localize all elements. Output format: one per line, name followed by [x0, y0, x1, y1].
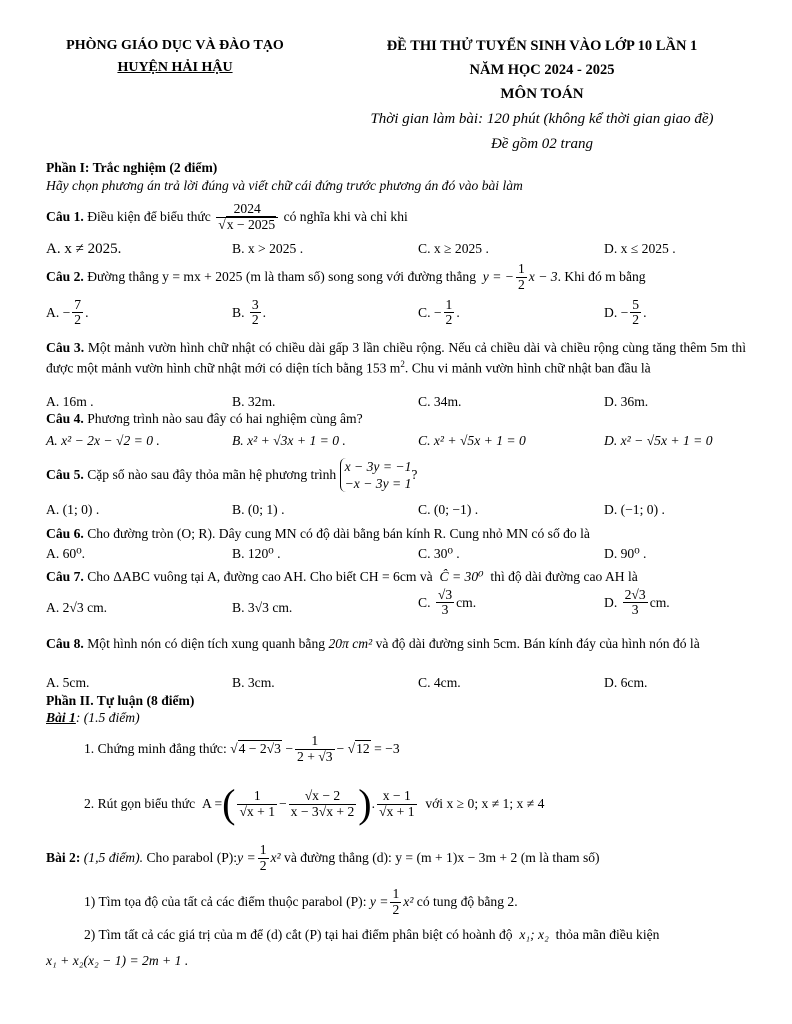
department-name: PHÒNG GIÁO DỤC VÀ ĐÀO TẠO	[66, 38, 284, 53]
q4-label: Câu 4.	[46, 411, 84, 426]
q4-option-c: C. x² + √5x + 1 = 0	[418, 433, 526, 448]
q8-option-d: D. 6cm.	[604, 675, 648, 690]
bai2-item2	[84, 927, 659, 943]
bai1-item1-root2: √12	[347, 741, 370, 756]
bai1-item1-minus1: −	[285, 741, 294, 756]
subject: MÔN TOÁN	[500, 86, 584, 102]
q7-c-post: cm.	[456, 594, 477, 610]
q8-option-b: B. 3cm.	[232, 675, 275, 690]
bai2-heading	[46, 838, 600, 878]
q2-b-frac	[250, 298, 261, 328]
q6-text: Cho đường tròn (O; R). Dây cung MN có độ dài bằng bán kính R. Cung nhỏ MN có số đo là	[87, 526, 590, 541]
q3-sup: 2	[400, 359, 405, 369]
q7-option-b: B. 3√3 cm.	[232, 600, 293, 615]
q1-tail: có nghĩa khi và chỉ khi	[283, 209, 408, 224]
q2-a-den: 2	[74, 312, 82, 328]
q1-option-c: C. x ≥ 2025 .	[418, 241, 489, 256]
q5-options	[46, 502, 746, 520]
bai1-item1-radicand1: 4 − 2√3	[238, 741, 281, 756]
question-6	[46, 526, 590, 542]
q1-den-radicand: x − 2025	[226, 216, 276, 232]
q2-a-dot: .	[85, 304, 89, 320]
q2-c-num: 1	[445, 297, 453, 312]
q5-option-c: C. (0; −1) .	[418, 502, 479, 517]
q7-c-num: √3	[437, 587, 453, 602]
bai1-item1-num: 1	[311, 733, 319, 749]
bai2-p-frac	[258, 843, 269, 873]
bai1-item1-root1: √4 − 2√3	[230, 741, 281, 756]
bai2-item2-equation: x₁ + x₂(x₂ − 1) = 2m + 1 .	[46, 953, 189, 968]
q4-option-a: A. x² − 2x − √2 = 0 .	[46, 433, 160, 448]
question-5	[46, 454, 417, 496]
bai2-p-num: 1	[259, 842, 267, 858]
q2-c-pre: C. −	[418, 304, 442, 320]
q4-option-b: B. x² + √3x + 1 = 0 .	[232, 433, 346, 448]
q2-c-den: 2	[445, 312, 453, 328]
q2-eq-fraction	[516, 262, 527, 292]
bai2-item1-p-num: 1	[392, 886, 400, 902]
q8-text: Một hình nón có diện tích xung quanh bằng	[87, 636, 326, 651]
q2-eq-pre: y = −	[482, 269, 514, 284]
q2-eq-den: 2	[517, 276, 525, 292]
q3-label: Câu 3.	[46, 340, 85, 355]
q2-d-dot: .	[643, 304, 647, 320]
q2-b-den: 2	[251, 312, 259, 328]
bai1-item2-A: A =	[202, 796, 223, 811]
question-4	[46, 411, 363, 427]
bai1-item2-paren-open: (	[222, 781, 236, 826]
q2-eq-post: x − 3	[528, 269, 558, 284]
q1-den: √x − 2025	[216, 217, 278, 232]
q2-option-c	[418, 298, 460, 328]
bai2-label: Bài 2:	[46, 850, 81, 865]
q2-option-a	[46, 298, 88, 328]
q2-a-frac	[72, 298, 83, 328]
question-1	[46, 196, 408, 238]
q7-option-a: A. 2√3 cm.	[46, 600, 108, 615]
q6-option-d: D. 90⁰ .	[604, 546, 647, 561]
bai2-item1-text: 1) Tìm tọa độ của tất cả các điểm thuộc parabol (P):	[84, 894, 367, 909]
q7-angle: Ĉ = 30⁰	[439, 569, 484, 584]
exam-title: ĐỀ THI THỬ TUYỂN SINH VÀO LỚP 10 LẦN 1	[386, 38, 698, 54]
bai1-item1-frac	[295, 734, 335, 764]
bai1-item2-f1d: √x + 1	[239, 803, 275, 819]
q2-option-d	[604, 298, 646, 328]
q5-text: Cặp số nào sau đây thỏa mãn hệ phương trình	[87, 467, 337, 482]
part1-instruction: Hãy chọn phương án trả lời đúng và viết chữ cái đứng trước phương án đó vào bài làm	[46, 178, 523, 193]
q7-c-den: 3	[436, 602, 454, 617]
q1-fraction	[216, 202, 278, 232]
bai1-item2-frac2	[289, 789, 357, 819]
bai1-item2-f3n: x − 1	[382, 788, 411, 804]
q7-d-num: 2√3	[624, 587, 646, 602]
q7-option-c	[418, 588, 476, 618]
q7-d-pre: D.	[604, 594, 618, 610]
q3-option-a: A. 16m .	[46, 394, 94, 409]
bai1-item2-dot: .	[371, 796, 375, 811]
bai1-item2-frac1	[237, 789, 277, 819]
bai2-score: (1,5 điểm).	[83, 850, 144, 865]
part2-title: Phần II. Tự luận (8 điểm)	[46, 693, 195, 708]
q6-label: Câu 6.	[46, 526, 84, 541]
bai2-item1-p-frac	[390, 887, 401, 917]
q2-a-num: 7	[74, 297, 82, 312]
q6-option-b: B. 120⁰ .	[232, 546, 281, 561]
q8-option-c: C. 4cm.	[418, 675, 461, 690]
q7-text: Cho ΔABC vuông tại A, đường cao AH. Cho biết CH = 6cm và	[87, 569, 433, 584]
bai2-item1	[84, 883, 518, 921]
q8-area: 20π cm²	[328, 636, 373, 651]
bai1-item2-f3d: √x + 1	[378, 803, 415, 819]
bai1-item1-radicand2: 12	[356, 741, 370, 756]
bai1-heading	[46, 710, 140, 726]
district-name	[30, 60, 320, 76]
district-name-text: HUYỆN HẢI HẬU	[117, 60, 233, 75]
q6-options	[46, 546, 746, 564]
bai1-item2-f1n: 1	[253, 788, 261, 804]
q7-d-den: 3	[623, 602, 648, 617]
bai2-line: y = (m + 1)x − 3m + 2	[395, 850, 518, 865]
bai2-text3: (m là tham số)	[520, 850, 600, 865]
q2-a-pre: A. −	[46, 304, 71, 320]
q2-b-dot: .	[262, 304, 267, 320]
q2-c-frac	[444, 298, 455, 328]
q5-option-a: A. (1; 0) .	[46, 502, 100, 517]
q4-option-d: D. x² − √5x + 1 = 0	[604, 433, 713, 448]
bai2-item1-p-pre: y =	[369, 894, 389, 909]
bai1-item2-paren-close: )	[358, 781, 372, 826]
q2-c-dot: .	[456, 304, 460, 320]
q2-b-num: 3	[251, 297, 259, 312]
question-2	[46, 258, 646, 296]
question-7	[46, 569, 638, 585]
bai1-item1-minus2: −	[336, 741, 345, 756]
q8-options	[46, 675, 746, 693]
bai2-item2-text: 2) Tìm tất cả các giá trị của m để (d) cắt (P) tại hai điểm phân biệt có hoành độ	[84, 927, 513, 942]
q8-option-a: A. 5cm.	[46, 675, 90, 690]
bai2-item1-tail: có tung độ bằng 2.	[416, 894, 518, 909]
q3-text: Một mảnh vườn hình chữ nhật có chiều dài gấp 3 lần chiều rộng. Nếu cả chiều dài và chiều rộng cùng tăng thêm 5m thì được một mảnh vườn hình chữ nhật mới có diện tích bằng 153 m	[46, 340, 746, 376]
q5-eq1: x − 3y = −1	[344, 459, 412, 474]
bai2-item2-tail: thỏa mãn điều kiện	[555, 927, 660, 942]
q2-d-pre: D. −	[604, 304, 629, 320]
q3-option-b: B. 32m.	[232, 394, 276, 409]
q1-text: Điều kiện để biểu thức	[87, 209, 211, 224]
bai1-item1-text: 1. Chứng minh đẳng thức:	[84, 741, 227, 756]
q7-c-pre: C.	[418, 594, 431, 610]
school-year: NĂM HỌC 2024 - 2025	[469, 62, 615, 78]
bai1-score: : (1.5 điểm)	[75, 710, 140, 725]
q6-option-c: C. 30⁰ .	[418, 546, 460, 561]
q1-option-d: D. x ≤ 2025 .	[604, 241, 676, 256]
q2-label: Câu 2.	[46, 269, 84, 284]
q7-d-frac	[623, 588, 648, 618]
bai1-item2-frac3	[377, 789, 417, 819]
bai2-text2: và đường thẳng (d):	[284, 850, 392, 865]
q3-options	[46, 394, 746, 412]
q5-tail: ?	[411, 467, 418, 482]
q7-c-frac	[436, 588, 454, 618]
q5-label: Câu 5.	[46, 467, 84, 482]
q1-option-b: B. x > 2025 .	[232, 241, 304, 256]
q5-option-d: D. (−1; 0) .	[604, 502, 665, 517]
bai1-item1	[84, 728, 400, 770]
q8-label: Câu 8.	[46, 636, 84, 651]
q5-eq2: −x − 3y = 1	[344, 476, 412, 491]
q2-d-frac	[630, 298, 641, 328]
bai2-item1-p-post: x²	[403, 894, 414, 909]
q3-option-c: C. 34m.	[418, 394, 462, 409]
q7-option-d	[604, 588, 670, 618]
bai1-item2-f2d: x − 3√x + 2	[290, 803, 355, 819]
q7-tail: thì độ dài đường cao AH là	[490, 569, 638, 584]
q5-system	[340, 458, 412, 492]
part1-title: Phần I: Trắc nghiệm (2 điểm)	[46, 160, 218, 175]
bai2-item1-p-den: 2	[392, 901, 400, 917]
bai1-item2	[84, 778, 544, 830]
q3-tail: . Chu vi mảnh vườn hình chữ nhật ban đầu là	[404, 360, 651, 376]
question-3	[46, 340, 746, 377]
q8-tail: và độ dài đường sinh 5cm. Bán kính đáy của hình nón đó là	[375, 636, 700, 651]
bai1-item2-cond: với x ≥ 0; x ≠ 1; x ≠ 4	[425, 796, 545, 811]
q7-d-post: cm.	[649, 594, 670, 610]
q6-option-a: A. 60⁰.	[46, 546, 86, 561]
q1-option-a: A. x ≠ 2025.	[46, 241, 122, 257]
q4-text: Phương trình nào sau đây có hai nghiệm cùng âm?	[87, 411, 363, 426]
q2-d-den: 2	[632, 312, 640, 328]
q7-options	[46, 588, 746, 628]
q1-num: 2024	[233, 201, 261, 217]
q2-b-pre: B.	[232, 304, 245, 320]
bai1-item2-f2n: √x − 2	[304, 788, 341, 804]
q2-d-num: 5	[632, 297, 640, 312]
q2-eq-num: 1	[517, 261, 525, 277]
q2-text: Đường thẳng y = mx + 2025 (m là tham số) song song với đường thẳng	[87, 269, 476, 284]
q1-label: Câu 1.	[46, 209, 84, 224]
bai2-p-post: x²	[270, 850, 281, 865]
page-count: Đề gồm 02 trang	[490, 136, 594, 152]
q5-option-b: B. (0; 1) .	[232, 502, 285, 517]
q7-label: Câu 7.	[46, 569, 84, 584]
bai1-item1-end: = −3	[374, 741, 400, 756]
bai1-label: Bài 1	[46, 710, 76, 725]
q4-options	[46, 433, 746, 451]
q3-option-d: D. 36m.	[604, 394, 649, 409]
q1-options	[46, 241, 746, 259]
q2-tail: . Khi đó m bằng	[557, 269, 646, 284]
q2-option-b	[232, 298, 266, 328]
bai1-item2-text: 2. Rút gọn biểu thức	[84, 796, 196, 811]
exam-duration: Thời gian làm bài: 120 phút (không kể thời gian giao đề)	[370, 111, 714, 127]
bai1-item2-minus: −	[279, 796, 287, 811]
bai2-text1: Cho parabol (P):	[146, 850, 238, 865]
question-8	[46, 636, 746, 652]
bai1-item1-den: 2 + √3	[297, 748, 333, 764]
bai2-p-den: 2	[259, 857, 267, 873]
bai2-p-pre: y =	[237, 850, 256, 865]
q2-options	[46, 298, 746, 338]
bai2-item2-x: x₁; x₂	[519, 927, 549, 942]
